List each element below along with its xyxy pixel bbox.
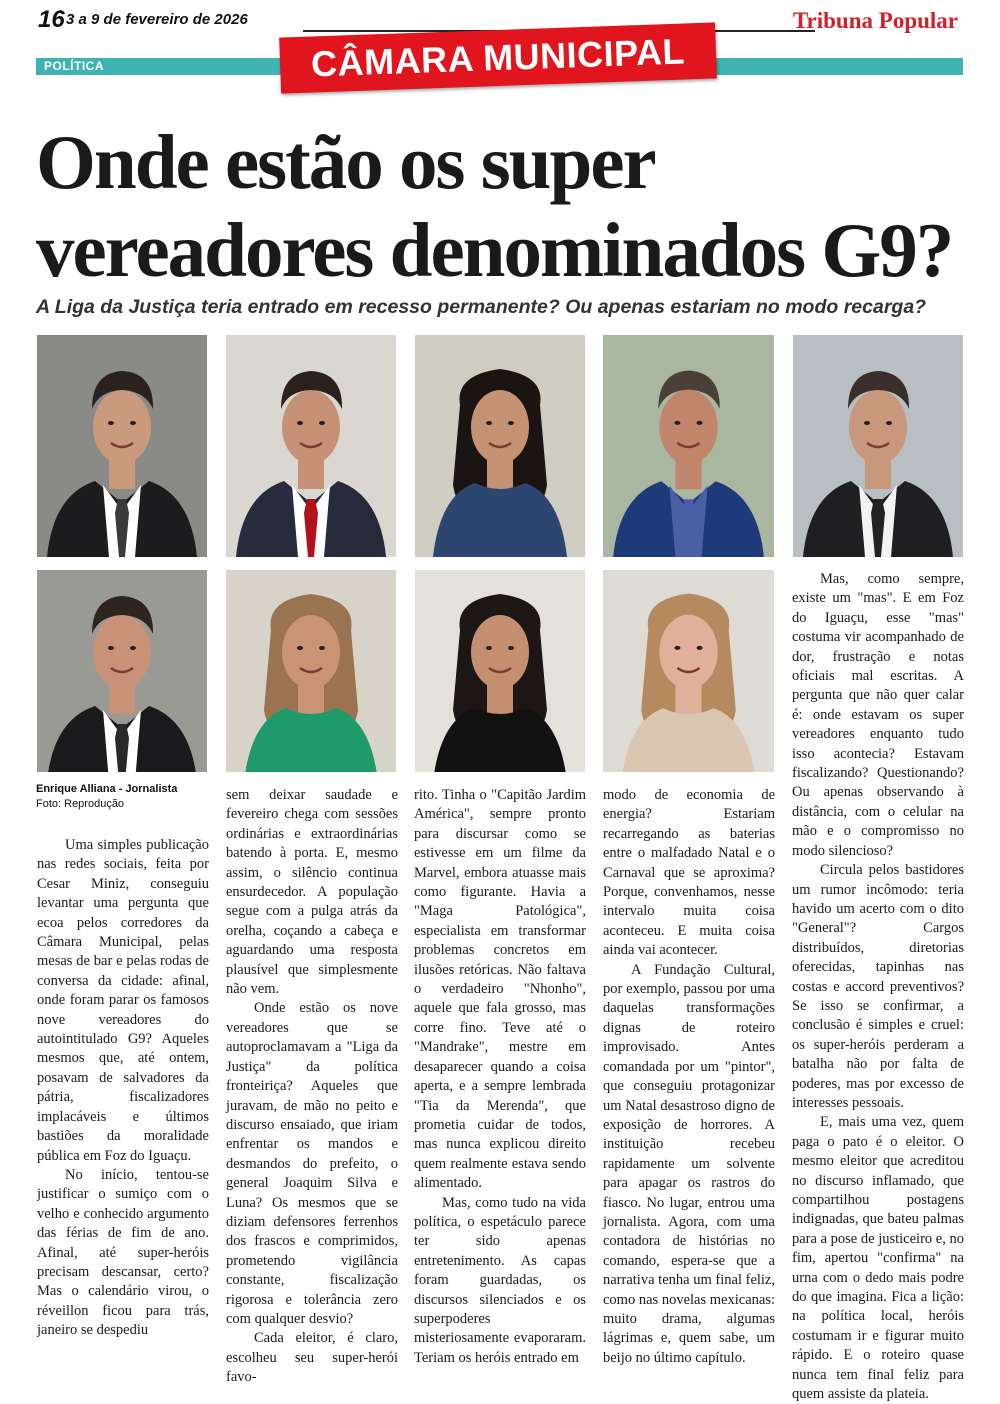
article-column-1 xyxy=(37,836,209,1341)
banner-label: CÂMARA MUNICIPAL xyxy=(310,30,686,85)
article-headline xyxy=(36,118,966,294)
author-byline: Enrique Alliana - Jornalista xyxy=(36,783,178,795)
paragraph: Circula pelos bastidores um rumor incômodo: teria havido um acerto com o dito "General"? Cargos distribuídos, diretorias oferecidas, tapinhas nas costas e accord preventivos? Se isso se confirmar, a conclusão é simples e cruel: os super-heróis perderam a batalha não por falta de poderes, mas por excesso de interesses pessoais. xyxy=(792,862,964,1111)
paragraph: Mas, como sempre, existe um "mas". E em Foz do Iguaçu, esse "mas" costuma vir acompanhado de dor, frustração e notas oficiais mal escritas. A pergunta que não quer calar é: onde estavam os super vereadores enquanto tudo isso acontecia? Estavam fiscalizando? Questionando? Ou apenas observando à distância, com o celular na mão e o compromisso no modo silencioso? xyxy=(792,571,964,859)
paragraph: A Fundação Cultural, por exemplo, passou por uma daquelas transformações dignas de roteiro improvisado. Antes comandada por um "pintor", que conseguiu protagonizar um Natal desastroso digno de exposição de horrores. A instituição recebeu rapidamente um solvente para apagar os rastros do fiasco. No lugar, entrou uma jornalista. Agora, com uma contadora de histórias no comando, espera-se que a narrativa tenha um final feliz, como nas novelas mexicanas: muito drama, algumas lágrimas e, quem sabe, um beijo no último capítulo. xyxy=(603,961,775,1366)
paragraph: No início, tentou-se justificar o sumiço com o velho e conhecido argumento das férias de fim de ano. Afinal, até super-heróis precisam descansar, certo? Mas o calendário virou, o réveillon ficou para trás, janeiro se despediu xyxy=(37,1166,209,1339)
headline-line-2: vereadores denominados G9? xyxy=(36,207,953,293)
portrait-photo xyxy=(37,570,207,772)
page-number: 16 xyxy=(38,6,65,33)
paragraph: Uma simples publicação nas redes sociais, feita por Cesar Miniz, conseguiu levantar uma pergunta que ecoa pelos corredores da Câmara Municipal, pelas mesas de bar e pelas rodas de conversa da cidade: afinal, onde foram parar os famosos nove vereadores do autointitulado G9? Aqueles mesmos que, até ontem, posavam de salvadores da pátria, fiscalizadores implacáveis e últimos bastiões da moralidade pública em Foz do Iguaçu. xyxy=(37,837,209,1164)
paragraph: sem deixar saudade e fevereiro chega com sessões ordinárias e extraordinárias batendo à porta. E, mesmo assim, o silêncio continua ensurdecedor. A população segue com a pulga atrás da orelha, coçando a cabeça e aguardando uma resposta plausível que simplesmente não vem. xyxy=(226,787,398,998)
portrait-photo xyxy=(603,570,774,772)
article-column-4 xyxy=(603,786,775,1368)
newspaper-logo: Tribuna Popular xyxy=(792,8,958,33)
paragraph: Onde estão os nove vereadores que se autoproclamavam a "Liga da Justiça" da política fronteiriça? Aqueles que juravam, de mão no peito e discurso ensaiado, que iriam enfrentar os mandos e desmandos do prefeito, o general Joaquim Silva e Luna? Os mesmos que se diziam defensores ferrenhos dos frascos e comprimidos, prometendo vigilância constante, fiscalização rigorosa e tolerância zero com qualquer desvio? xyxy=(226,1000,398,1327)
portrait-photo xyxy=(603,335,774,557)
portrait-photo xyxy=(793,335,963,557)
paragraph: E, mais uma vez, quem paga o pato é o eleitor. O mesmo eleitor que acreditou no discurso inflamado, que compartilhou postagens indignadas, que bateu palmas para a pose de justiceiro e, no fim, apertou "confirma" na urna com o dedo mais podre do que imagina. Fica a lição: na política local, heróis costumam ir e figurar muito rápido. E o roteiro quase nunca tem final feliz para quem assiste da plateia. xyxy=(792,1114,964,1403)
portrait-photo xyxy=(415,570,585,772)
article-column-5 xyxy=(792,570,964,1404)
section-label: POLÍTICA xyxy=(44,59,104,73)
paragraph: modo de economia de energia? Estariam recarregando as baterias entre o malfadado Natal e o Carnaval que se aproxima? Porque, convenhamos, nesse intervalo muita coisa aconteceu. E muita coisa ainda vai acontecer. xyxy=(603,787,775,959)
article-column-3 xyxy=(414,786,586,1368)
paragraph: Mas, como tudo na vida política, o espetáculo parece ter sido apenas entretenimento. As capas foram guardadas, os discursos silenciados e os superpoderes misteriosamente evaporaram. Teriam os heróis entrado em xyxy=(414,1194,586,1366)
paragraph: rito. Tinha o "Capitão Jardim América", sempre pronto para discursar como se estivesse em um filme da Marvel, embora atuasse mais como figurante. Havia a "Maga Patológica", especialista em transformar problemas concretos em ilusões retóricas. Não faltava o verdadeiro "Nhonho", aquele que fala grosso, mas corre fino. Teve até o "Mandrake", mestre em desaparecer quando a coisa aperta, e a sempre lembrada "Tia da Merenda", que prometia cuidar de todos, mas nunca explicou direito quem realmente estava sendo alimentado. xyxy=(414,787,586,1192)
issue-date: 3 a 9 de fevereiro de 2026 xyxy=(66,11,248,28)
portrait-photo xyxy=(37,335,207,557)
portrait-photo xyxy=(226,335,396,557)
portrait-photo xyxy=(415,335,585,557)
article-subtitle: A Liga da Justiça teria entrado em recesso permanente? Ou apenas estariam no modo recarga? xyxy=(36,296,927,318)
photo-credit: Foto: Reprodução xyxy=(36,798,125,810)
paragraph: Cada eleitor, é claro, escolheu seu super-herói favo- xyxy=(226,1330,398,1386)
article-column-2 xyxy=(226,786,398,1388)
headline-line-1: Onde estão os super xyxy=(36,119,655,205)
portrait-photo xyxy=(226,570,396,772)
